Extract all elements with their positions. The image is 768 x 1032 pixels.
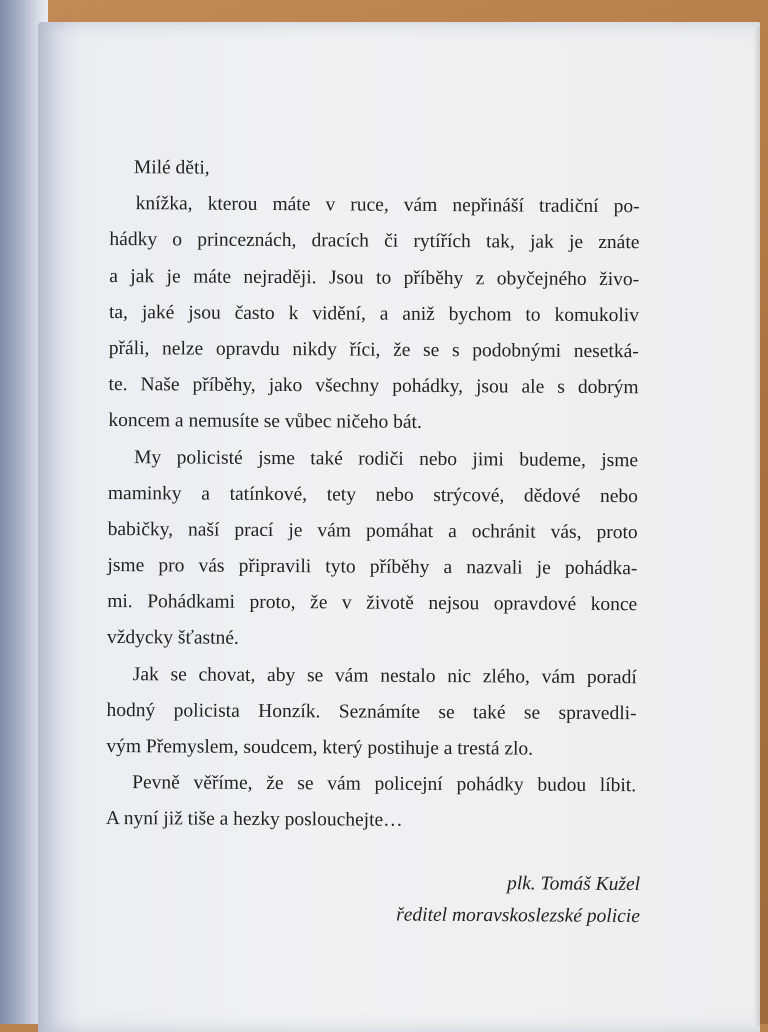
text-line: te. Naše příběhy, jako všechny pohádky, jsou ale s dobrým [108, 374, 639, 399]
text-line: vým Přemyslem, soudcem, který postihuje a trestá zlo. [106, 735, 534, 760]
text-line: babičky, naší prací je vám pomáhat a ochránit vás, proto [107, 518, 638, 544]
text-line: jsme pro vás připravili tyto příběhy a nazvali je pohádka- [107, 555, 638, 580]
page-stack-edge [754, 26, 760, 1026]
text-line: knížka, kterou máte v ruce, vám nepřináší tradiční po- [135, 193, 640, 218]
text-line: Jak se chovat, aby se vám nestalo nic zlého, vám poradí [132, 663, 637, 688]
text-line: hodný policista Honzík. Seznámíte se také se spravedli- [106, 699, 637, 725]
signature-name: plk. Tomáš Kužel [506, 873, 641, 896]
text-line: vždycky šťastné. [106, 627, 239, 650]
text-line: maminky a tatínkové, tety nebo strýcové, dědové nebo [107, 482, 638, 507]
signature-block [310, 867, 640, 933]
text-line: A nyní již tiše a hezky poslouchejte… [105, 808, 403, 832]
text-line: koncem a nemusíte se vůbec ničeho bát. [108, 410, 422, 434]
text-line: přáli, nelze opravdu nikdy říci, že se s podobnými nesetká- [108, 337, 639, 363]
letter-greeting: Milé děti, [133, 157, 210, 179]
text-line: mi. Pohádkami proto, že v životě nejsou opravdové konce [107, 591, 638, 616]
signature-title: ředitel moravskoslezské policie [396, 904, 640, 928]
text-line: ta, jaké jsou často k vidění, a aniž bychom to komukoliv [108, 301, 640, 326]
text-line: My policisté jsme také rodiči nebo jimi budeme, jsme [134, 446, 639, 471]
text-line: hádky o princeznách, dracích či rytířích tak, jak je znáte [109, 229, 640, 254]
text-line: a jak je máte nejraději. Jsou to příběhy z obyčejného živo- [109, 265, 640, 290]
text-line: Pevně věříme, že se vám policejní pohádky budou líbit. [132, 772, 637, 797]
letter-body [106, 150, 640, 841]
